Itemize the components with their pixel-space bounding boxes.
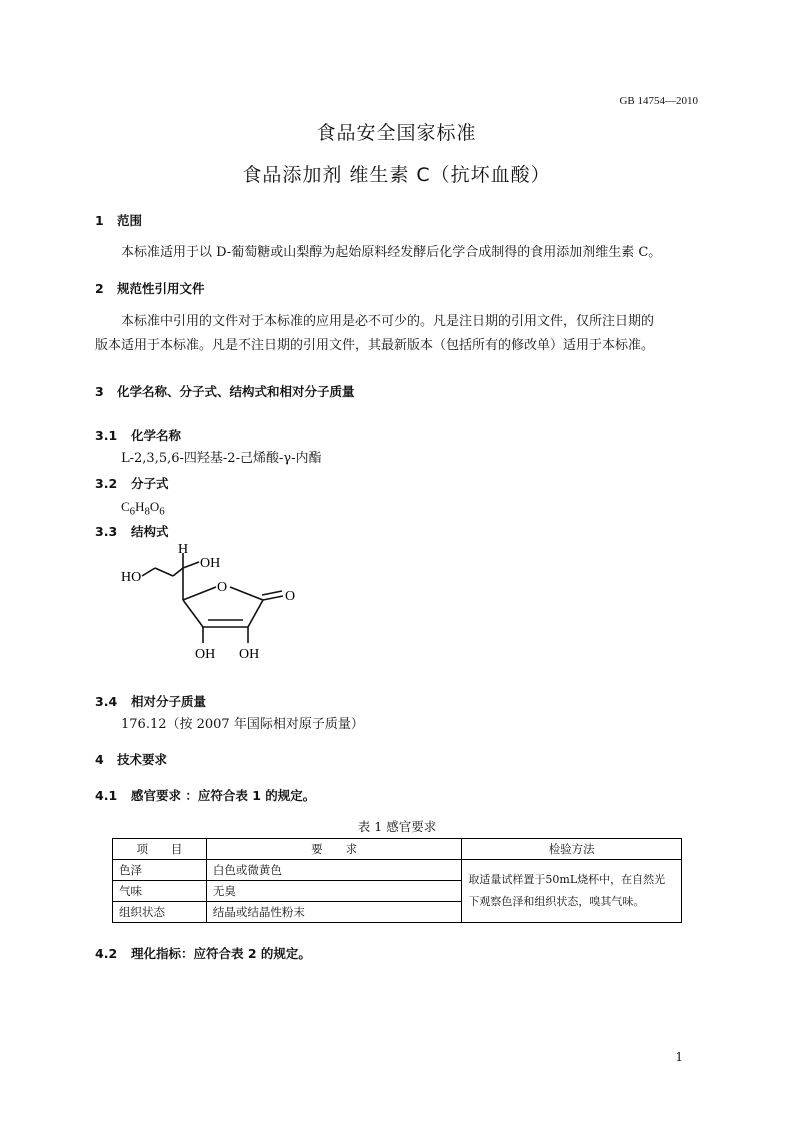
formula-label-ring-o: O: [217, 580, 228, 595]
header-method: 检验方法: [462, 839, 682, 860]
document-title: 食品安全国家标准: [316, 122, 477, 144]
section-2-body-line1: 本标准中引用的文件对于本标准的应用是必不可少的。凡是注日期的引用文件，仅所注日期的: [121, 314, 655, 329]
table-header-row: [113, 839, 682, 860]
section-1-body: 本标准适用于以 D-葡萄糖或山梨醇为起始原料经发酵后化学合成制得的食用添加剂维生素 C。: [121, 245, 662, 260]
section-2-body-line2: 版本适用于本标准。凡是不注日期的引用文件，其最新版本（包括所有的修改单）适用于本标准。: [95, 338, 655, 353]
section-2-heading: 2 规范性引用文件: [95, 281, 205, 296]
section-3-4-heading: 3.4 相对分子质量: [95, 694, 207, 709]
row-requirement: 白色或微黄色: [206, 860, 462, 881]
formula-label-oh-right: OH: [239, 647, 260, 662]
document-subtitle: 食品添加剂 维生素 C（抗坏血酸）: [242, 164, 551, 186]
formula-label-ho: HO: [121, 570, 142, 585]
section-4-heading: 4 技术要求: [95, 752, 168, 767]
standard-number: GB 14754—2010: [619, 95, 698, 107]
section-3-heading: 3 化学名称、分子式、结构式和相对分子质量: [95, 384, 355, 399]
row-requirement: 结晶或结晶性粉末: [206, 902, 462, 923]
header-requirement: 要 求: [206, 839, 462, 860]
section-3-1-heading: 3.1 化学名称: [95, 428, 182, 443]
chemical-name: L-2,3,5,6-四羟基-2-己烯酸-γ-内酯: [121, 451, 322, 466]
section-3-2-heading: 3.2 分子式: [95, 476, 169, 491]
formula-label-oh-left: OH: [195, 647, 216, 662]
formula-label-carbonyl-o: O: [285, 589, 296, 604]
formula-label-h: H: [178, 542, 189, 557]
row-item: 组织状态: [113, 902, 207, 923]
table-1-caption: 表 1 感官要求: [357, 819, 437, 834]
section-4-2-heading: 4.2 理化指标：应符合表 2 的规定。: [95, 946, 311, 961]
section-3-3-heading: 3.3 结构式: [95, 524, 169, 539]
page-number: 1: [675, 1050, 683, 1064]
structural-formula: [115, 540, 315, 665]
row-item: 气味: [113, 881, 207, 902]
molecular-mass: 176.12（按 2007 年国际相对原子质量）: [121, 717, 364, 732]
molecular-formula: $C_6H_8O_6$: [121, 499, 165, 518]
header-item: 项 目: [113, 839, 207, 860]
section-1-heading: 1 范围: [95, 213, 143, 228]
table-row: [113, 860, 682, 881]
row-item: 色泽: [113, 860, 207, 881]
row-requirement: 无臭: [206, 881, 462, 902]
section-4-1-heading: 4.1 感官要求 ：应符合表 1 的规定。: [95, 788, 316, 803]
formula-label-oh-top: OH: [200, 556, 221, 571]
table-1: [112, 838, 682, 923]
method-cell: 取适量试样置于50mL烧杯中，在自然光 下观察色泽和组织状态，嗅其气味。: [462, 860, 682, 923]
